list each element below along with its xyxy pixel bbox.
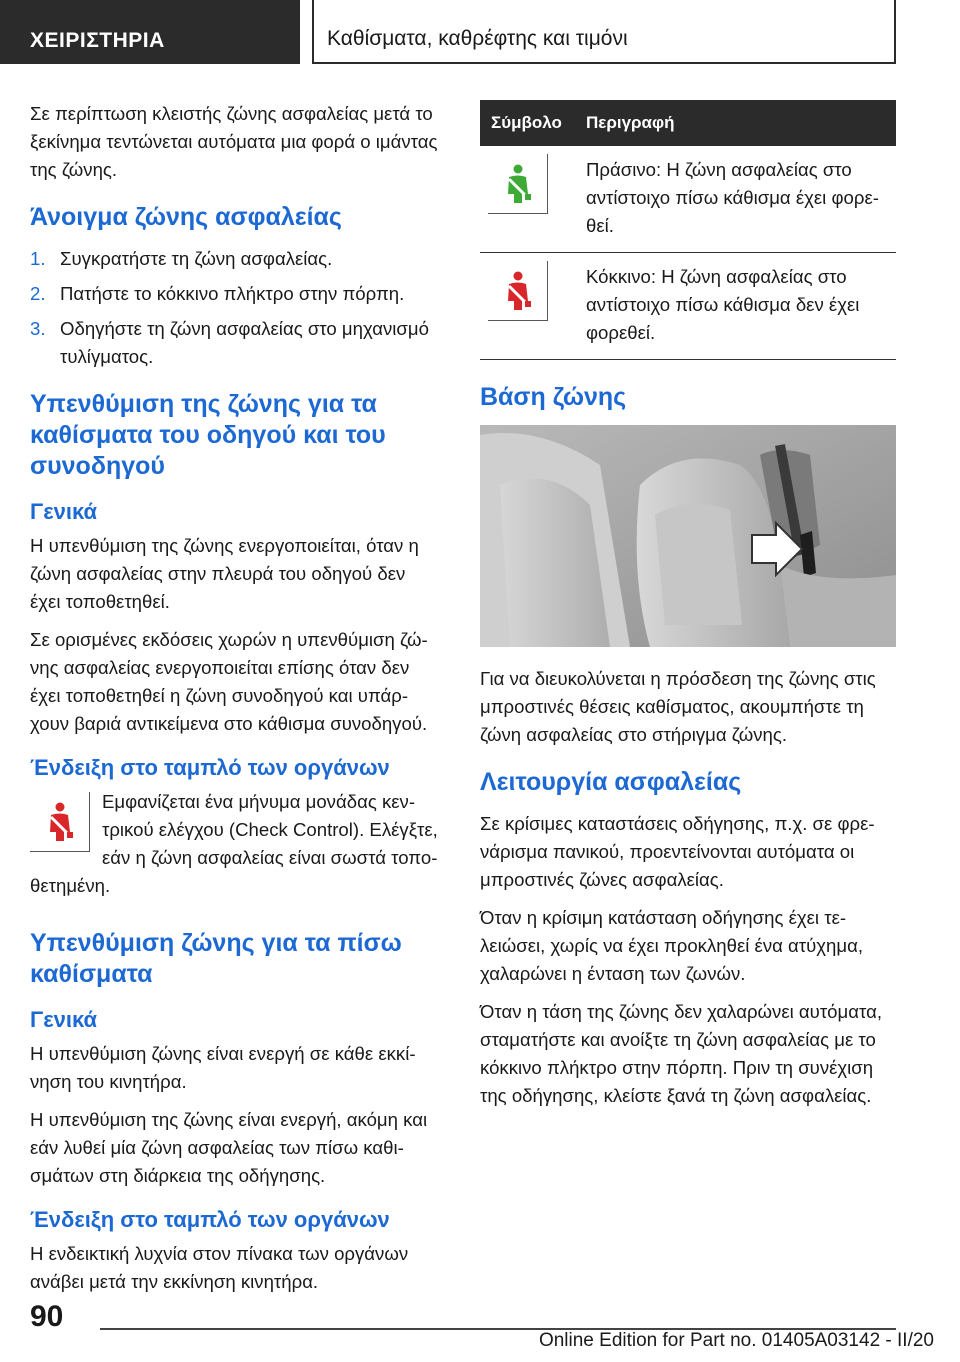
indicator-block xyxy=(30,788,440,910)
header-section-tab xyxy=(0,0,300,64)
safety-paragraph-2: Όταν η κρίσιμη κατάσταση οδήγησης έχει τελειώσει, χωρίς να έχει προκληθεί ένα ατύχημα, χαλαρώνει η ένταση των ζωνών. xyxy=(480,907,864,984)
header-section-title: ΧΕΙΡΙΣΤΗΡΙΑ xyxy=(30,29,165,52)
table-header-row xyxy=(480,100,896,146)
safety-paragraph-1: Σε κρίσιμες καταστάσεις οδήγησης, π.χ. σε φρενάρισμα πανικού, προεντείνονται αυτόματα οι μπροστινές ζώνες ασφαλείας. xyxy=(480,813,875,890)
rear-paragraph-2: Η υπενθύμιση της ζώνης είναι ενεργή, ακόμη και εάν λυθεί μία ζώνη ασφαλείας των πίσω καθισμάτων στη διάρκεια της οδήγησης. xyxy=(30,1109,428,1186)
intro-paragraph: Σε περίπτωση κλειστής ζώνης ασφαλείας μετά το ξεκίνημα τεντώνεται αυτόματα μια φορά ο ιμάντας της ζώνης. xyxy=(30,103,438,180)
heading-belt-reminder-front: Υπενθύμιση της ζώνης για τα καθίσματα του οδηγού και του συνοδηγού xyxy=(30,390,386,480)
heading-belt-reminder-rear: Υπενθύμιση ζώνης για τα πίσω καθίσματα xyxy=(30,929,402,988)
header-chapter-tab xyxy=(312,0,896,64)
heading-general-front: Γενικά xyxy=(30,499,98,524)
heading-general-rear: Γενικά xyxy=(30,1007,98,1032)
left-column xyxy=(30,100,440,1306)
open-belt-steps xyxy=(30,245,440,371)
table-row xyxy=(480,146,896,253)
belt-holder-paragraph: Για να διευκολύνεται η πρόσδεση της ζώνης στις μπροστινές θέσεις καθίσματος, ακουμπήστε τη ζώνη ασφαλείας στο στήριγμα ζώνης. xyxy=(480,668,876,745)
right-column xyxy=(480,100,896,1120)
step-text: Συγκρατήστε τη ζώνη ασφαλείας. xyxy=(60,248,333,269)
step-number: 1. xyxy=(30,248,46,269)
step-item xyxy=(30,315,440,371)
step-number: 2. xyxy=(30,283,46,304)
heading-safety-function: Λειτουργία ασφαλείας xyxy=(480,768,742,796)
seatbelt-warning-icon xyxy=(30,792,90,852)
description-cell: Πράσινο: Η ζώνη ασφαλείας στο αντίστοιχο πίσω κάθισμα έχει φορεθεί. xyxy=(578,146,896,253)
rear-paragraph-1: Η υπενθύμιση ζώνης είναι ενεργή σε κάθε εκκίνηση του κινητήρα. xyxy=(30,1043,416,1092)
column-header-description: Περιγραφή xyxy=(578,100,896,146)
step-item xyxy=(30,280,440,308)
heading-belt-holder: Βάση ζώνης xyxy=(480,383,627,411)
step-item xyxy=(30,245,440,273)
indicator-paragraph-1: Εμφανίζεται ένα μήνυμα μονάδας κεντρικού ελέγχου (Check Control). Ελέγξτε, εάν η ζώνη ασφαλείας είναι σωστά τοποθετημένη. xyxy=(30,791,438,896)
step-text: Οδηγήστε τη ζώνη ασφαλείας στο μηχανισμό τυλίγματος. xyxy=(60,318,429,367)
step-number: 3. xyxy=(30,318,46,339)
column-header-symbol: Σύμβολο xyxy=(480,100,578,146)
safety-paragraph-3: Όταν η τάση της ζώνης δεν χαλαρώνει αυτόματα, σταματήστε και ανοίξτε τη ζώνη ασφαλείας με το κόκκινο πλήκτρο στην πόρπη. Πριν τη συνέχιση της οδήγησης, κλείστε ξανά τη ζώνη ασφαλείας. xyxy=(480,1001,882,1106)
seatbelt-green-icon xyxy=(488,154,548,214)
belt-holder-photo xyxy=(480,425,896,647)
general-paragraph-2: Σε ορισμένες εκδόσεις χωρών η υπενθύμιση ζώνης ασφαλείας ενεργοποιείται επίσης όταν δεν έχει τοποθετηθεί η ζώνη συνοδηγού και υπάρχουν βαριά αντικείμενα στο κάθισμα συνοδηγού. xyxy=(30,629,428,734)
symbol-cell xyxy=(480,146,578,253)
heading-indicator-rear: Ένδειξη στο ταμπλό των οργάνων xyxy=(30,1207,390,1232)
description-cell: Κόκκινο: Η ζώνη ασφαλείας στο αντίστοιχο πίσω κάθισμα δεν έχει φορεθεί. xyxy=(578,253,896,360)
symbol-table xyxy=(480,100,896,360)
heading-open-belt: Άνοιγμα ζώνης ασφαλείας xyxy=(30,203,342,231)
table-row xyxy=(480,253,896,360)
heading-indicator-front: Ένδειξη στο ταμπλό των οργάνων xyxy=(30,755,390,780)
general-paragraph-1: Η υπενθύμιση της ζώνης ενεργοποιείται, όταν η ζώνη ασφαλείας στην πλευρά του οδηγού δεν έχει τοποθετηθεί. xyxy=(30,535,419,612)
symbol-cell xyxy=(480,253,578,360)
seatbelt-red-icon xyxy=(488,261,548,321)
footer-edition: Online Edition for Part no. 01405A03142 - II/20 xyxy=(538,1330,934,1351)
step-text: Πατήστε το κόκκινο πλήκτρο στην πόρπη. xyxy=(60,283,405,304)
header-chapter-title: Καθίσματα, καθρέφτης και τιμόνι xyxy=(327,27,628,50)
indicator-paragraph-2: Η ενδεικτική λυχνία στον πίνακα των οργάνων ανάβει μετά την εκκίνηση κινητήρα. xyxy=(30,1243,409,1292)
page-number: 90 xyxy=(30,1300,64,1333)
